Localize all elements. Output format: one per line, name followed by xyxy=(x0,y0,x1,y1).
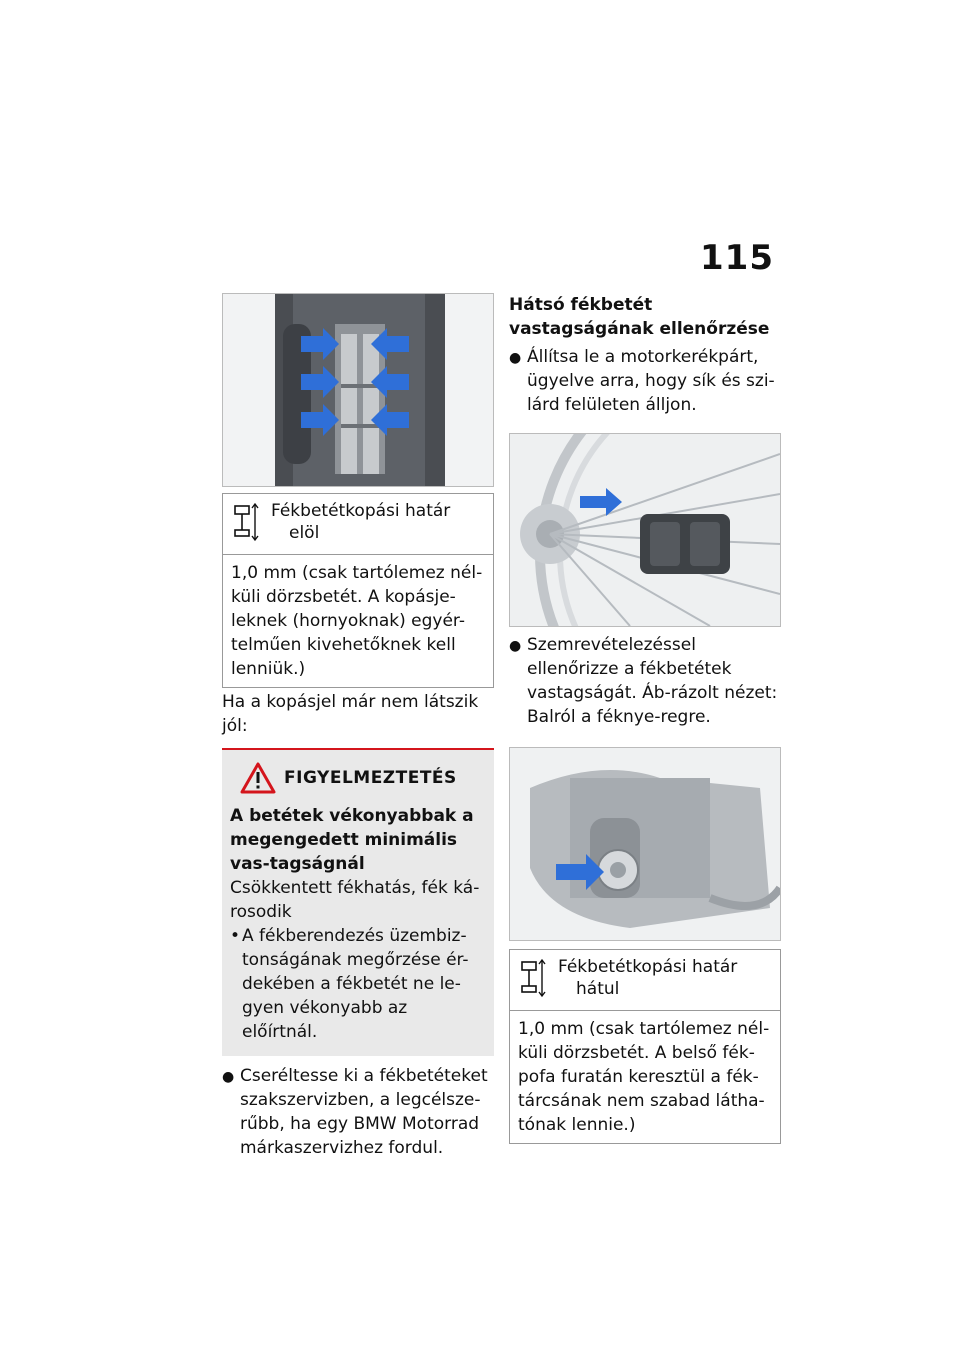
bullet-icon: ● xyxy=(509,638,522,654)
warning-title: A betétek vékonyabbak a megengedett minimális vas-tagságnál xyxy=(230,806,474,874)
rear-wheel-illustration xyxy=(510,434,780,626)
section-title: Hátsó fékbetét vastagságának ellenőrzése xyxy=(509,295,770,339)
warning-bullet-text: A fékberendezés üzembiz-tonságának megőrzése ér-dekében a fékbetét ne le-gyen vékonyabb az előírtnál. xyxy=(242,926,469,1042)
page-number: 115 xyxy=(700,238,774,278)
bullet-icon: ● xyxy=(222,1069,235,1085)
spec-rear-body: 1,0 mm (csak tartólemez nél-küli dörzsbetét. A belső fék-pofa furatán keresztül a fék-tárcsának nem szabad látha-tónak lennie.) xyxy=(518,1019,770,1135)
brake-pad-gauge-icon xyxy=(231,500,265,544)
warning-label: FIGYELMEZTETÉS xyxy=(284,768,457,788)
front-brake-illustration xyxy=(223,294,493,486)
rear-caliper-illustration xyxy=(510,748,780,940)
warning-bullet xyxy=(230,924,486,1044)
bullet-inspect-text: Szemrevételezéssel ellenőrizze a fékbetétek vastagságát. Áb-rázolt nézet: Balról a féknye-regre. xyxy=(527,635,778,727)
spec-front-title: Fékbetétkopási határ xyxy=(271,501,451,521)
spec-front-subtitle: elöl xyxy=(289,523,320,543)
after-spec-text: Ha a kopásjel már nem látszik jól: xyxy=(222,692,479,736)
spec-rear-subtitle: hátul xyxy=(576,979,620,999)
rear-wheel-figure xyxy=(509,433,781,627)
bullet-park-text: Állítsa le a motorkerékpárt, ügyelve arra, hogy sík és szi-lárd felületen álljon. xyxy=(527,347,775,415)
right-column xyxy=(509,293,781,1144)
left-column xyxy=(222,293,494,1160)
bullet-park xyxy=(509,345,781,417)
brake-pad-gauge-icon xyxy=(518,956,552,1000)
spec-rear-wear-limit xyxy=(509,949,781,1144)
warning-triangle-icon xyxy=(240,762,276,794)
bullet-icon: ● xyxy=(509,350,522,366)
warning-consequence: Csökkentett fékhatás, fék ká-rosodik xyxy=(230,878,480,922)
front-brake-pads-figure xyxy=(222,293,494,487)
rear-caliper-figure xyxy=(509,747,781,941)
spec-front-body: 1,0 mm (csak tartólemez nél-küli dörzsbetét. A kopásje-leknek (hornyoknak) egyér-telműen kivehetőknek kell lenniük.) xyxy=(231,563,483,679)
spec-rear-title: Fékbetétkopási határ xyxy=(558,957,738,977)
bullet-replace xyxy=(222,1064,494,1160)
bullet-icon: • xyxy=(230,926,241,946)
bullet-inspect xyxy=(509,633,781,729)
warning-box xyxy=(222,748,494,1056)
bullet-replace-text: Cseréltesse ki a fékbetéteket szakszervizben, a legcélsze-rűbb, ha egy BMW Motorrad márkaszervizhez fordul. xyxy=(240,1066,488,1158)
spec-front-wear-limit xyxy=(222,493,494,688)
